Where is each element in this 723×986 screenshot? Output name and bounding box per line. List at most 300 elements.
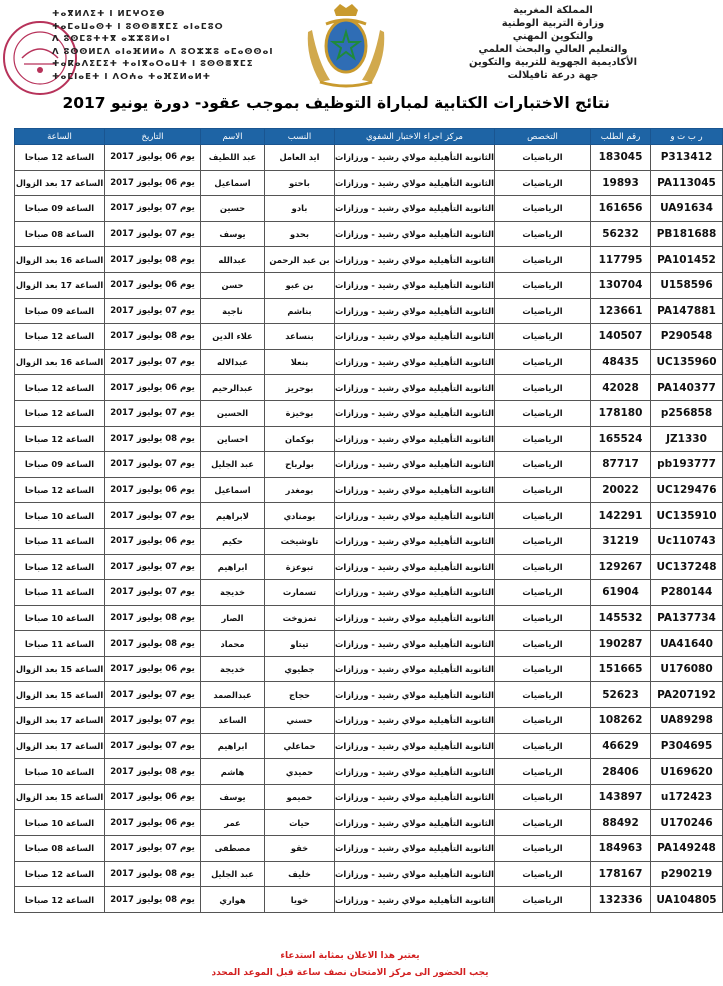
first-name-cell: خديجة	[201, 656, 265, 682]
specialty-cell: الرياضيات	[495, 784, 591, 810]
code-cell: JZ1330	[651, 426, 723, 452]
first-name-cell: لابراهيم	[201, 503, 265, 529]
exam-center-cell: الثانوية التأهيلية مولاي رشيد - ورزازات	[335, 272, 495, 298]
code-cell: UA41640	[651, 631, 723, 657]
code-cell: UA104805	[651, 887, 723, 913]
date-cell: يوم 06 يوليوز 2017	[105, 656, 201, 682]
column-header-exam-center: مركز اجراء الاختبار الشفوي	[335, 129, 495, 145]
specialty-cell: الرياضيات	[495, 221, 591, 247]
exam-center-cell: الثانوية التأهيلية مولاي رشيد - ورزازات	[335, 324, 495, 350]
notice-line: يجب الحضور الى مركز الامتحان نصف ساعة قبل الموعد المحدد	[211, 968, 489, 978]
request-number-cell: 129267	[591, 554, 651, 580]
table-row	[15, 887, 723, 913]
surname-cell: بوكمان	[265, 426, 335, 452]
time-cell: الساعة 09 صباحا	[15, 196, 105, 222]
request-number-cell: 178167	[591, 861, 651, 887]
time-cell: الساعة 12 صباحا	[15, 887, 105, 913]
code-cell: Uc110743	[651, 528, 723, 554]
time-cell: الساعة 08 صباحا	[15, 836, 105, 862]
table-row	[15, 528, 723, 554]
date-cell: يوم 08 يوليوز 2017	[105, 247, 201, 273]
code-cell: PA140377	[651, 375, 723, 401]
column-header-code: ر ب ت و	[651, 129, 723, 145]
date-cell: يوم 07 يوليوز 2017	[105, 708, 201, 734]
date-cell: يوم 06 يوليوز 2017	[105, 528, 201, 554]
specialty-cell: الرياضيات	[495, 861, 591, 887]
specialty-cell: الرياضيات	[495, 298, 591, 324]
code-cell: P280144	[651, 580, 723, 606]
table-row	[15, 503, 723, 529]
time-cell: الساعة 10 صباحا	[15, 759, 105, 785]
time-cell: الساعة 11 صباحا	[15, 528, 105, 554]
exam-center-cell: الثانوية التأهيلية مولاي رشيد - ورزازات	[335, 708, 495, 734]
code-cell: U176080	[651, 656, 723, 682]
surname-cell: بن عبد الرحمن	[265, 247, 335, 273]
table-row	[15, 170, 723, 196]
first-name-cell: يوسف	[201, 221, 265, 247]
first-name-cell: عبدالاله	[201, 349, 265, 375]
specialty-cell: الرياضيات	[495, 656, 591, 682]
surname-cell: جطيوي	[265, 656, 335, 682]
column-header-first-name: الاسم	[201, 129, 265, 145]
surname-cell: ايد العامل	[265, 145, 335, 171]
table-row	[15, 298, 723, 324]
surname-cell: تيتاو	[265, 631, 335, 657]
request-number-cell: 28406	[591, 759, 651, 785]
date-cell: يوم 07 يوليوز 2017	[105, 580, 201, 606]
time-cell: الساعة 12 صباحا	[15, 400, 105, 426]
code-cell: UC129476	[651, 477, 723, 503]
code-cell: UC135910	[651, 503, 723, 529]
royal-coat-of-arms-emblem	[300, 2, 392, 88]
table-row	[15, 272, 723, 298]
request-number-cell: 56232	[591, 221, 651, 247]
code-cell: UA89298	[651, 708, 723, 734]
request-number-cell: 184963	[591, 836, 651, 862]
first-name-cell: عبدالله	[201, 247, 265, 273]
table-row	[15, 400, 723, 426]
table-body	[15, 145, 723, 913]
code-cell: u172423	[651, 784, 723, 810]
exam-center-cell: الثانوية التأهيلية مولاي رشيد - ورزازات	[335, 400, 495, 426]
time-cell: الساعة 12 صباحا	[15, 861, 105, 887]
date-cell: يوم 08 يوليوز 2017	[105, 861, 201, 887]
surname-cell: بنساعد	[265, 324, 335, 350]
table-row	[15, 580, 723, 606]
request-number-cell: 46629	[591, 733, 651, 759]
request-number-cell: 142291	[591, 503, 651, 529]
first-name-cell: الحسين	[201, 400, 265, 426]
exam-center-cell: الثانوية التأهيلية مولاي رشيد - ورزازات	[335, 656, 495, 682]
table-row	[15, 605, 723, 631]
specialty-cell: الرياضيات	[495, 605, 591, 631]
time-cell: الساعة 12 صباحا	[15, 554, 105, 580]
date-cell: يوم 07 يوليوز 2017	[105, 400, 201, 426]
column-header-specialty: التخصص	[495, 129, 591, 145]
exam-center-cell: الثانوية التأهيلية مولاي رشيد - ورزازات	[335, 887, 495, 913]
surname-cell: حميمو	[265, 784, 335, 810]
table-row	[15, 656, 723, 682]
arabic-header-line: المملكة المغربية	[513, 5, 593, 16]
table-row	[15, 682, 723, 708]
request-number-cell: 87717	[591, 452, 651, 478]
code-cell: U169620	[651, 759, 723, 785]
tifinagh-line: ⴷ ⵓⵙⵎⵓⵜⵜⴳ ⴰⵣⵣⵓⵍⴰⵏ	[52, 34, 171, 44]
code-cell: UA91634	[651, 196, 723, 222]
date-cell: يوم 08 يوليوز 2017	[105, 759, 201, 785]
code-cell: PA149248	[651, 836, 723, 862]
request-number-cell: 165524	[591, 426, 651, 452]
time-cell: الساعة 16 بعد الزوال	[15, 349, 105, 375]
exam-center-cell: الثانوية التأهيلية مولاي رشيد - ورزازات	[335, 477, 495, 503]
exam-center-cell: الثانوية التأهيلية مولاي رشيد - ورزازات	[335, 221, 495, 247]
specialty-cell: الرياضيات	[495, 554, 591, 580]
exam-center-cell: الثانوية التأهيلية مولاي رشيد - ورزازات	[335, 145, 495, 171]
request-number-cell: 31219	[591, 528, 651, 554]
surname-cell: بحدو	[265, 221, 335, 247]
time-cell: الساعة 12 صباحا	[15, 477, 105, 503]
first-name-cell: ابراهيم	[201, 554, 265, 580]
code-cell: U170246	[651, 810, 723, 836]
first-name-cell: محماد	[201, 631, 265, 657]
code-cell: UC135960	[651, 349, 723, 375]
request-number-cell: 19893	[591, 170, 651, 196]
date-cell: يوم 07 يوليوز 2017	[105, 221, 201, 247]
code-cell: P313412	[651, 145, 723, 171]
first-name-cell: عبدالصمد	[201, 682, 265, 708]
results-table	[14, 128, 723, 913]
surname-cell: بومنادي	[265, 503, 335, 529]
letterhead	[0, 0, 700, 92]
code-cell: pb193777	[651, 452, 723, 478]
request-number-cell: 183045	[591, 145, 651, 171]
date-cell: يوم 07 يوليوز 2017	[105, 682, 201, 708]
request-number-cell: 132336	[591, 887, 651, 913]
surname-cell: حسني	[265, 708, 335, 734]
exam-center-cell: الثانوية التأهيلية مولاي رشيد - ورزازات	[335, 349, 495, 375]
request-number-cell: 190287	[591, 631, 651, 657]
time-cell: الساعة 17 بعد الزوال	[15, 708, 105, 734]
first-name-cell: هاشم	[201, 759, 265, 785]
date-cell: يوم 08 يوليوز 2017	[105, 324, 201, 350]
exam-center-cell: الثانوية التأهيلية مولاي رشيد - ورزازات	[335, 784, 495, 810]
header-row	[15, 129, 723, 145]
request-number-cell: 178180	[591, 400, 651, 426]
request-number-cell: 20022	[591, 477, 651, 503]
tifinagh-line: ⵜⴰⴳⵍⴷⵉⵜ ⵏ ⵍⵎⵖⵔⵉⴱ	[52, 9, 166, 19]
surname-cell: بومغدر	[265, 477, 335, 503]
notice-block	[200, 948, 500, 982]
code-cell: p256858	[651, 400, 723, 426]
specialty-cell: الرياضيات	[495, 528, 591, 554]
first-name-cell: مصطفى	[201, 836, 265, 862]
surname-cell: تاوشيخت	[265, 528, 335, 554]
date-cell: يوم 08 يوليوز 2017	[105, 631, 201, 657]
first-name-cell: اسماعيل	[201, 477, 265, 503]
exam-center-cell: الثانوية التأهيلية مولاي رشيد - ورزازات	[335, 426, 495, 452]
first-name-cell: هواري	[201, 887, 265, 913]
first-name-cell: حسن	[201, 272, 265, 298]
time-cell: الساعة 08 صباحا	[15, 221, 105, 247]
request-number-cell: 140507	[591, 324, 651, 350]
specialty-cell: الرياضيات	[495, 836, 591, 862]
date-cell: يوم 06 يوليوز 2017	[105, 170, 201, 196]
first-name-cell: الصار	[201, 605, 265, 631]
table-row	[15, 196, 723, 222]
first-name-cell: حكيم	[201, 528, 265, 554]
exam-center-cell: الثانوية التأهيلية مولاي رشيد - ورزازات	[335, 247, 495, 273]
code-cell: U158596	[651, 272, 723, 298]
surname-cell: خليف	[265, 861, 335, 887]
code-cell: PA147881	[651, 298, 723, 324]
code-cell: PA113045	[651, 170, 723, 196]
time-cell: الساعة 09 صباحا	[15, 452, 105, 478]
table-row	[15, 247, 723, 273]
first-name-cell: يوسف	[201, 784, 265, 810]
table-row	[15, 759, 723, 785]
time-cell: الساعة 15 بعد الزوال	[15, 682, 105, 708]
time-cell: الساعة 12 صباحا	[15, 145, 105, 171]
time-cell: الساعة 11 صباحا	[15, 580, 105, 606]
surname-cell: حميدي	[265, 759, 335, 785]
specialty-cell: الرياضيات	[495, 708, 591, 734]
request-number-cell: 161656	[591, 196, 651, 222]
column-header-request-number: رقم الطلب	[591, 129, 651, 145]
table-row	[15, 810, 723, 836]
date-cell: يوم 07 يوليوز 2017	[105, 733, 201, 759]
time-cell: الساعة 15 بعد الزوال	[15, 656, 105, 682]
first-name-cell: الساعد	[201, 708, 265, 734]
exam-center-cell: الثانوية التأهيلية مولاي رشيد - ورزازات	[335, 733, 495, 759]
arabic-header-line: وزارة التربية الوطنية	[501, 18, 605, 29]
tifinagh-line: ⴷ ⵓⵙⵙⵍⵎⴷ ⴰⵏⴰⴼⵍⵍⴰ ⴷ ⵓⵔⵣⵣⵓ ⴰⵎⴰⵙⵙⴰⵏ	[52, 46, 274, 57]
surname-cell: تسمارت	[265, 580, 335, 606]
code-cell: PA137734	[651, 605, 723, 631]
specialty-cell: الرياضيات	[495, 503, 591, 529]
surname-cell: حيات	[265, 810, 335, 836]
specialty-cell: الرياضيات	[495, 426, 591, 452]
time-cell: الساعة 10 صباحا	[15, 810, 105, 836]
code-cell: P304695	[651, 733, 723, 759]
exam-center-cell: الثانوية التأهيلية مولاي رشيد - ورزازات	[335, 580, 495, 606]
exam-center-cell: الثانوية التأهيلية مولاي رشيد - ورزازات	[335, 759, 495, 785]
exam-center-cell: الثانوية التأهيلية مولاي رشيد - ورزازات	[335, 836, 495, 862]
arabic-header-line: الأكاديمية الجهوية للتربية والتكوين	[468, 57, 638, 68]
specialty-cell: الرياضيات	[495, 477, 591, 503]
date-cell: يوم 06 يوليوز 2017	[105, 145, 201, 171]
date-cell: يوم 08 يوليوز 2017	[105, 426, 201, 452]
time-cell: الساعة 12 صباحا	[15, 426, 105, 452]
date-cell: يوم 07 يوليوز 2017	[105, 836, 201, 862]
date-cell: يوم 07 يوليوز 2017	[105, 298, 201, 324]
surname-cell: بن عبو	[265, 272, 335, 298]
table-row	[15, 426, 723, 452]
table-row	[15, 733, 723, 759]
time-cell: الساعة 10 صباحا	[15, 605, 105, 631]
tifinagh-line: ⵜⴰⵎⵏⴰⴹⵜ ⵏ ⴷⵔⵄⴰ ⵜⴰⴼⵉⵍⴰⵍⵜ	[52, 71, 212, 82]
tifinagh-line: ⵜⴰⵎⴰⵡⴰⵙⵜ ⵏ ⵓⵙⵙⴻⴳⵎⵉ ⴰⵏⴰⵎⵓⵔ	[52, 21, 224, 32]
table-row	[15, 477, 723, 503]
surname-cell: تمزوخت	[265, 605, 335, 631]
time-cell: الساعة 09 صباحا	[15, 298, 105, 324]
request-number-cell: 151665	[591, 656, 651, 682]
first-name-cell: احساين	[201, 426, 265, 452]
code-cell: PA101452	[651, 247, 723, 273]
surname-cell: تبوعزة	[265, 554, 335, 580]
exam-center-cell: الثانوية التأهيلية مولاي رشيد - ورزازات	[335, 528, 495, 554]
specialty-cell: الرياضيات	[495, 682, 591, 708]
exam-center-cell: الثانوية التأهيلية مولاي رشيد - ورزازات	[335, 605, 495, 631]
request-number-cell: 108262	[591, 708, 651, 734]
time-cell: الساعة 17 بعد الزوال	[15, 272, 105, 298]
date-cell: يوم 07 يوليوز 2017	[105, 349, 201, 375]
date-cell: يوم 08 يوليوز 2017	[105, 887, 201, 913]
first-name-cell: عبد الجليل	[201, 452, 265, 478]
date-cell: يوم 07 يوليوز 2017	[105, 554, 201, 580]
table-row	[15, 708, 723, 734]
exam-center-cell: الثانوية التأهيلية مولاي رشيد - ورزازات	[335, 170, 495, 196]
specialty-cell: الرياضيات	[495, 631, 591, 657]
surname-cell: بناشم	[265, 298, 335, 324]
surname-cell: خقو	[265, 836, 335, 862]
exam-center-cell: الثانوية التأهيلية مولاي رشيد - ورزازات	[335, 554, 495, 580]
notice-line: يعتبر هذا الاعلان بمثابة استدعاء	[280, 951, 420, 961]
request-number-cell: 123661	[591, 298, 651, 324]
code-cell: PB181688	[651, 221, 723, 247]
table-row	[15, 375, 723, 401]
specialty-cell: الرياضيات	[495, 733, 591, 759]
request-number-cell: 117795	[591, 247, 651, 273]
date-cell: يوم 06 يوليوز 2017	[105, 375, 201, 401]
request-number-cell: 145532	[591, 605, 651, 631]
specialty-cell: الرياضيات	[495, 272, 591, 298]
time-cell: الساعة 15 بعد الزوال	[15, 784, 105, 810]
surname-cell: بنعلا	[265, 349, 335, 375]
table-row	[15, 221, 723, 247]
specialty-cell: الرياضيات	[495, 349, 591, 375]
table-row	[15, 836, 723, 862]
date-cell: يوم 06 يوليوز 2017	[105, 477, 201, 503]
exam-center-cell: الثانوية التأهيلية مولاي رشيد - ورزازات	[335, 503, 495, 529]
surname-cell: بادو	[265, 196, 335, 222]
specialty-cell: الرياضيات	[495, 170, 591, 196]
first-name-cell: عبد اللطيف	[201, 145, 265, 171]
date-cell: يوم 07 يوليوز 2017	[105, 452, 201, 478]
time-cell: الساعة 12 صباحا	[15, 324, 105, 350]
specialty-cell: الرياضيات	[495, 145, 591, 171]
exam-center-cell: الثانوية التأهيلية مولاي رشيد - ورزازات	[335, 196, 495, 222]
first-name-cell: عبدالرحيم	[201, 375, 265, 401]
code-cell: p290219	[651, 861, 723, 887]
surname-cell: خويا	[265, 887, 335, 913]
first-name-cell: عمر	[201, 810, 265, 836]
specialty-cell: الرياضيات	[495, 375, 591, 401]
date-cell: يوم 06 يوليوز 2017	[105, 810, 201, 836]
first-name-cell: خديجة	[201, 580, 265, 606]
arabic-header	[418, 4, 688, 82]
date-cell: يوم 06 يوليوز 2017	[105, 784, 201, 810]
code-cell: UC137248	[651, 554, 723, 580]
table-row	[15, 349, 723, 375]
arabic-header-line: والتكوين المهني	[512, 31, 594, 42]
column-header-date: التاريخ	[105, 129, 201, 145]
table-row	[15, 861, 723, 887]
request-number-cell: 88492	[591, 810, 651, 836]
table-row	[15, 784, 723, 810]
specialty-cell: الرياضيات	[495, 400, 591, 426]
surname-cell: حماعلي	[265, 733, 335, 759]
specialty-cell: الرياضيات	[495, 810, 591, 836]
date-cell: يوم 08 يوليوز 2017	[105, 605, 201, 631]
time-cell: الساعة 17 بعد الزوال	[15, 170, 105, 196]
table-row	[15, 324, 723, 350]
exam-center-cell: الثانوية التأهيلية مولاي رشيد - ورزازات	[335, 861, 495, 887]
specialty-cell: الرياضيات	[495, 324, 591, 350]
specialty-cell: الرياضيات	[495, 196, 591, 222]
time-cell: الساعة 10 صباحا	[15, 503, 105, 529]
time-cell: الساعة 16 بعد الزوال	[15, 247, 105, 273]
surname-cell: بوخيزة	[265, 400, 335, 426]
exam-center-cell: الثانوية التأهيلية مولاي رشيد - ورزازات	[335, 810, 495, 836]
arabic-header-line: والتعليم العالي والبحث العلمي	[478, 44, 628, 55]
request-number-cell: 42028	[591, 375, 651, 401]
time-cell: الساعة 17 بعد الزوال	[15, 733, 105, 759]
exam-center-cell: الثانوية التأهيلية مولاي رشيد - ورزازات	[335, 682, 495, 708]
tifinagh-line: ⵜⴰⴽⴰⴷⵉⵎⵉⵜ ⵜⴰⵏⴳⴰⵔⴰⵡⵜ ⵏ ⵓⵙⵙⴻⴳⵎⵉ	[52, 59, 254, 69]
arabic-header-line: جهة درعة تافيلالت	[507, 70, 599, 81]
document-title: نتائج الاختبارات الكتابية لمباراة التوظيف بموجب عقود- دورة يونيو 2017	[62, 94, 610, 112]
first-name-cell: اسماعيل	[201, 170, 265, 196]
code-cell: P290548	[651, 324, 723, 350]
surname-cell: باحتو	[265, 170, 335, 196]
code-cell: PA207192	[651, 682, 723, 708]
specialty-cell: الرياضيات	[495, 247, 591, 273]
surname-cell: بولرباح	[265, 452, 335, 478]
specialty-cell: الرياضيات	[495, 452, 591, 478]
date-cell: يوم 07 يوليوز 2017	[105, 196, 201, 222]
request-number-cell: 143897	[591, 784, 651, 810]
request-number-cell: 130704	[591, 272, 651, 298]
surname-cell: بوحريز	[265, 375, 335, 401]
specialty-cell: الرياضيات	[495, 887, 591, 913]
table-row	[15, 145, 723, 171]
exam-center-cell: الثانوية التأهيلية مولاي رشيد - ورزازات	[335, 375, 495, 401]
first-name-cell: حسين	[201, 196, 265, 222]
table-header	[15, 129, 723, 145]
request-number-cell: 61904	[591, 580, 651, 606]
table-row	[15, 452, 723, 478]
time-cell: الساعة 12 صباحا	[15, 375, 105, 401]
surname-cell: حجاج	[265, 682, 335, 708]
time-cell: الساعة 11 صباحا	[15, 631, 105, 657]
table-row	[15, 554, 723, 580]
first-name-cell: ابراهيم	[201, 733, 265, 759]
column-header-surname: النسب	[265, 129, 335, 145]
first-name-cell: ناجية	[201, 298, 265, 324]
first-name-cell: علاء الدين	[201, 324, 265, 350]
specialty-cell: الرياضيات	[495, 580, 591, 606]
date-cell: يوم 06 يوليوز 2017	[105, 272, 201, 298]
table-row	[15, 631, 723, 657]
specialty-cell: الرياضيات	[495, 759, 591, 785]
first-name-cell: عبد الجليل	[201, 861, 265, 887]
column-header-time: الساعة	[15, 129, 105, 145]
request-number-cell: 48435	[591, 349, 651, 375]
request-number-cell: 52623	[591, 682, 651, 708]
exam-center-cell: الثانوية التأهيلية مولاي رشيد - ورزازات	[335, 631, 495, 657]
tifinagh-header	[52, 8, 312, 83]
date-cell: يوم 07 يوليوز 2017	[105, 503, 201, 529]
